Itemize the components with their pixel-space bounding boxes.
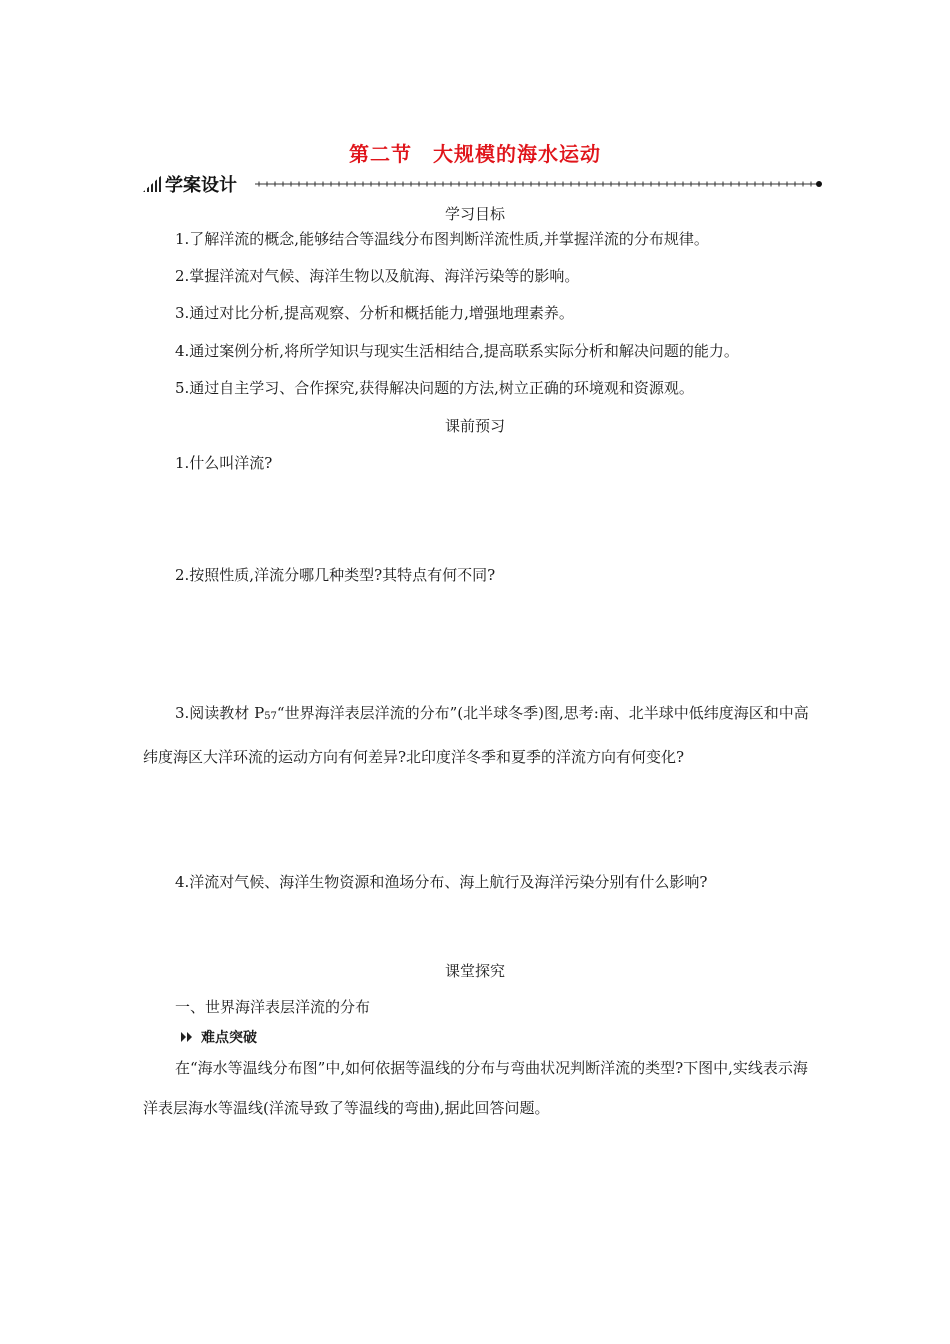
question-3-prefix: 3.阅读教材 P <box>175 704 265 722</box>
question-2: 2.按照性质,洋流分哪几种类型?其特点有何不同? <box>175 566 496 584</box>
page-subscript: 57 <box>264 711 277 722</box>
preview-heading: 课前预习 <box>444 417 505 435</box>
goal-item: 5.通过自主学习、合作探究,获得解决问题的方法,树立正确的环境观和资源观。 <box>175 379 694 397</box>
class-heading: 课堂探究 <box>444 962 505 980</box>
goal-item: 2.掌握洋流对气候、海洋生物以及航海、海洋污染等的影响。 <box>175 267 580 285</box>
body-paragraph: 在“海水等温线分布图”中,如何依据等温线的分布与弯曲状况判断洋流的类型?下图中,实线表示海洋表层海水等温线(洋流导致了等温线的弯曲),据此回答问题。 <box>143 1059 808 1117</box>
goal-item: 3.通过对比分析,提高观察、分析和概括能力,增强地理素养。 <box>175 304 574 322</box>
goal-item: 1.了解洋流的概念,能够结合等温线分布图判断洋流性质,并掌握洋流的分布规律。 <box>175 230 709 248</box>
banner-label: 学案设计 <box>165 175 237 196</box>
part-one-heading: 一、世界海洋表层洋流的分布 <box>175 998 371 1016</box>
question-3 <box>143 693 813 777</box>
goal-item: 4.通过案例分析,将所学知识与现实生活相结合,提高联系实际分析和解决问题的能力。 <box>175 342 739 360</box>
dotted-rule <box>255 181 823 187</box>
section-banner <box>143 170 823 198</box>
difficulty-label: 难点突破 <box>201 1030 257 1046</box>
question-4: 4.洋流对气候、海洋生物资源和渔场分布、海上航行及海洋污染分别有什么影响? <box>175 873 708 891</box>
question-1: 1.什么叫洋流? <box>175 454 273 472</box>
goals-heading: 学习目标 <box>444 205 505 223</box>
double-arrow-icon <box>181 1031 195 1043</box>
difficulty-label-row <box>181 1027 257 1047</box>
question-3-text: “世界海洋表层洋流的分布”(北半球冬季)图,思考:南、北半球中低纬度海区和中高纬度海区大洋环流的运动方向有何差异?北印度洋冬季和夏季的洋流方向有何变化? <box>143 704 809 766</box>
page-title: 第二节 大规模的海水运动 <box>349 142 601 166</box>
triangle-stripes-icon <box>143 174 163 192</box>
